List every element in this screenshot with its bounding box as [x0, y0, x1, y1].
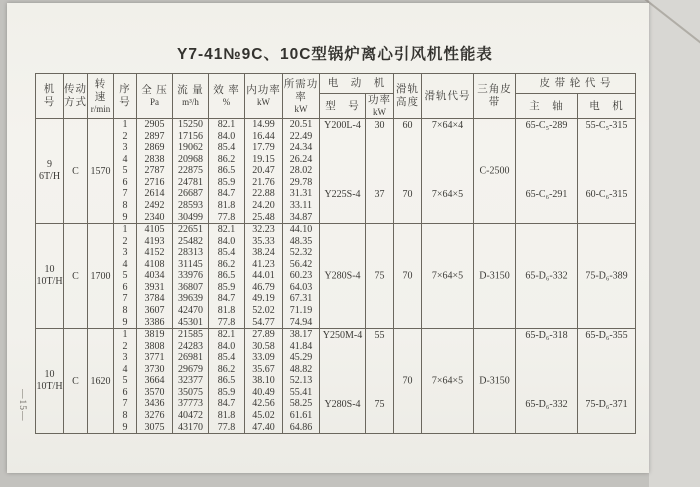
pulley-main-value: 65-C₆-291 [525, 189, 568, 201]
header-seq: 序 号 [114, 74, 137, 119]
header-machine: 机 号 [36, 74, 64, 119]
motor-model-value: Y280S-4 [324, 399, 361, 411]
pulley-motor-value: 75-D₆-389 [585, 270, 628, 282]
header-pulley-group: 皮 带 轮 代 号 [516, 74, 636, 94]
header-speed: 转 速 r/min [88, 74, 114, 119]
cell-machine: 9 6T/H [36, 119, 64, 224]
rail-code-value: 7×64×4 [431, 120, 464, 131]
rail-height-value: 70 [402, 270, 413, 282]
cell-efficiency: 82.1 84.0 85.4 86.2 86.5 85.9 84.7 81.8 77.8 [209, 119, 245, 224]
group-row-2 [36, 224, 636, 329]
header-rail-code: 滑轨代号 [422, 74, 474, 119]
cell-motor-power [366, 224, 394, 329]
cell-rail-height [394, 119, 422, 224]
cell-drive: C [64, 119, 88, 224]
motor-model-value: Y250M-4 [322, 330, 363, 341]
pulley-main-value: 65-D₆-332 [525, 270, 568, 282]
cell-flow: 15250 17156 19062 20968 22875 24781 26687 28593 30499 [173, 119, 209, 224]
header-internal-power: 内功率 kW [245, 74, 283, 119]
cell-motor-model [320, 329, 366, 434]
v-belt-value: D-3150 [479, 375, 510, 387]
cell-rail-height [394, 224, 422, 329]
rail-height-value: 70 [402, 189, 413, 201]
cell-flow: 21585 24283 26981 29679 32377 35075 37773 40472 43170 [173, 329, 209, 434]
cell-motor-power [366, 329, 394, 434]
scan-backdrop [649, 0, 700, 487]
pulley-main-value: 65-D₆-318 [525, 330, 568, 341]
rail-code-value: 7×64×5 [431, 375, 464, 387]
cell-rail-code [422, 329, 474, 434]
cell-drive: C [64, 224, 88, 329]
cell-seq: 1 2 3 4 5 6 7 8 9 [114, 329, 137, 434]
cell-efficiency: 82.1 84.0 85.4 86.2 86.5 85.9 84.7 81.8 77.8 [209, 224, 245, 329]
cell-drive: C [64, 329, 88, 434]
cell-internal-power: 14.99 16.44 17.79 19.15 20.47 21.76 22.88 24.20 25.48 [245, 119, 283, 224]
cell-v-belt [474, 329, 516, 434]
cell-flow: 22651 25482 28313 31145 33976 36807 39639 42470 45301 [173, 224, 209, 329]
cell-seq: 1 2 3 4 5 6 7 8 9 [114, 224, 137, 329]
cell-motor-power [366, 119, 394, 224]
cell-rail-code [422, 224, 474, 329]
cell-pulley-main [516, 329, 578, 434]
cell-required-power: 44.10 48.35 52.32 56.42 60.23 64.03 67.31 71.19 74.94 [283, 224, 320, 329]
cell-required-power: 38.17 41.84 45.29 48.82 52.13 55.41 58.25 61.61 64.86 [283, 329, 320, 434]
cell-efficiency: 82.1 84.0 85.4 86.2 86.5 85.9 84.7 81.8 77.8 [209, 329, 245, 434]
cell-v-belt [474, 224, 516, 329]
header-v-belt: 三角皮带 [474, 74, 516, 119]
page-number: —15— [17, 388, 27, 422]
cell-speed: 1570 [88, 119, 114, 224]
cell-internal-power: 27.89 30.58 33.09 35.67 38.10 40.49 42.56 45.02 47.40 [245, 329, 283, 434]
pulley-motor-value: 75-D₆-371 [585, 399, 628, 411]
cell-v-belt [474, 119, 516, 224]
group-row-3 [36, 329, 636, 434]
header-flow: 流 量 m³/h [173, 74, 209, 119]
pulley-motor-value: 65-D₆-355 [585, 330, 628, 341]
cell-pulley-main [516, 224, 578, 329]
pulley-main-value: 65-C₅-289 [525, 120, 568, 131]
cell-seq: 1 2 3 4 5 6 7 8 9 [114, 119, 137, 224]
motor-power-value: 75 [374, 399, 385, 411]
header-motor-group: 电 动 机 [320, 74, 394, 94]
group-row-1 [36, 119, 636, 224]
cell-speed: 1620 [88, 329, 114, 434]
table-header [36, 74, 636, 119]
rail-code-value: 7×64×5 [431, 189, 464, 201]
cell-motor-model [320, 119, 366, 224]
cell-motor-model [320, 224, 366, 329]
motor-power-value: 55 [374, 330, 385, 341]
header-drive: 传动 方式 [64, 74, 88, 119]
cell-pulley-main [516, 119, 578, 224]
cell-pressure: 4105 4193 4152 4108 4034 3931 3784 3607 3386 [137, 224, 173, 329]
cell-internal-power: 32.23 35.33 38.24 41.23 44.01 46.79 49.19 52.02 54.77 [245, 224, 283, 329]
motor-model-value: Y200L-4 [324, 120, 361, 131]
cell-rail-code [422, 119, 474, 224]
header-required-power: 所需功率 kW [283, 74, 320, 119]
header-efficiency: 效 率 % [209, 74, 245, 119]
motor-power-value: 75 [374, 270, 385, 282]
cell-pressure: 3819 3808 3771 3730 3664 3570 3436 3276 3075 [137, 329, 173, 434]
pulley-main-value: 65-D₆-332 [525, 399, 568, 411]
header-motor-power: 功率 kW [366, 94, 394, 119]
header-pressure: 全 压 Pa [137, 74, 173, 119]
rail-height-value: 70 [402, 375, 413, 387]
v-belt-value: D-3150 [479, 270, 510, 282]
page-title: Y7-41№9C、10C型锅炉离心引风机性能表 [177, 46, 493, 63]
performance-table [35, 73, 636, 434]
header-rail-height: 滑轨 高度 [394, 74, 422, 119]
cell-speed: 1700 [88, 224, 114, 329]
v-belt-value: C-2500 [479, 165, 510, 177]
table-body [36, 119, 636, 434]
cell-required-power: 20.51 22.49 24.34 26.24 28.02 29.78 31.31 33.11 34.87 [283, 119, 320, 224]
header-motor-model: 型 号 [320, 94, 366, 119]
rail-height-value: 60 [402, 120, 413, 131]
motor-power-value: 30 [374, 120, 385, 131]
header-pulley-motor: 电 机 [578, 94, 636, 119]
motor-model-value: Y225S-4 [324, 189, 361, 201]
pulley-motor-value: 60-C₆-315 [585, 189, 628, 201]
cell-rail-height [394, 329, 422, 434]
header-pulley-main: 主 轴 [516, 94, 578, 119]
motor-model-value: Y280S-4 [324, 270, 361, 282]
pulley-motor-value: 55-C₅-315 [585, 120, 628, 131]
rail-code-value: 7×64×5 [431, 270, 464, 282]
cell-pulley-motor [578, 224, 636, 329]
motor-power-value: 37 [374, 189, 385, 201]
cell-pulley-motor [578, 119, 636, 224]
cell-machine: 10 10T/H [36, 329, 64, 434]
cell-pressure: 2905 2897 2869 2838 2787 2716 2614 2492 2340 [137, 119, 173, 224]
cell-machine: 10 10T/H [36, 224, 64, 329]
cell-pulley-motor [578, 329, 636, 434]
